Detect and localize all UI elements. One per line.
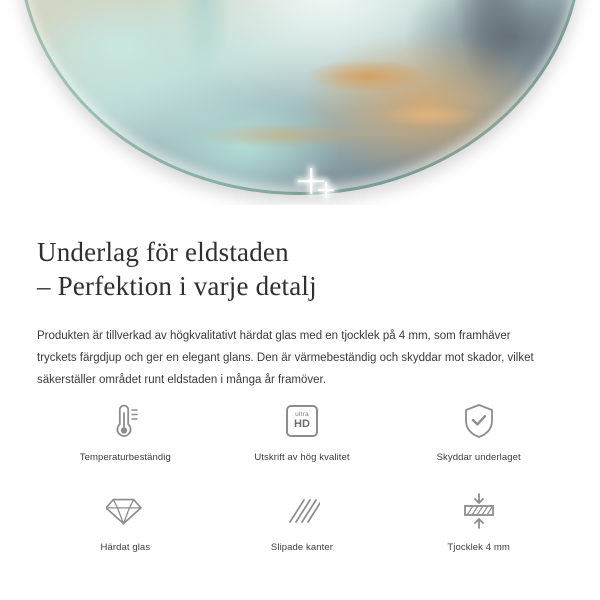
shield-check-icon: [462, 398, 496, 444]
feature-label: Härdat glas: [100, 542, 151, 553]
feature-label: Utskrift av hög kvalitet: [254, 452, 350, 463]
page-title: [37, 235, 600, 303]
hero-image: [0, 0, 600, 205]
feature-item-polished-edges: [214, 488, 391, 578]
thermometer-icon: [107, 398, 143, 444]
description-paragraph: Produkten är tillverkad av högkvalitativt härdat glas med en tjocklek på 4 mm, som framhäver tryckets färgdjup och ger en elegant glans. Den är värmebeständig och skyddar mot skador, vilket säkerställer området runt eldstaden i många år framöver.: [37, 330, 534, 386]
ultra-hd-badge-bottom: HD: [294, 418, 310, 431]
feature-item-protection: [390, 398, 567, 488]
headline-line-1: Underlag för eldstaden: [37, 237, 289, 267]
marble-disc-graphic: [18, 0, 582, 195]
feature-item-print-quality: [214, 398, 391, 488]
feature-item-temperature: [37, 398, 214, 488]
feature-grid: [37, 398, 567, 578]
diamond-icon: [106, 488, 144, 534]
feature-item-tempered-glass: [37, 488, 214, 578]
feature-label: Tjocklek 4 mm: [447, 542, 510, 553]
feature-label: Slipade kanter: [270, 542, 334, 553]
content-block: [0, 205, 600, 391]
polished-edges-icon: [284, 488, 320, 534]
ultra-hd-badge-top: ultra: [295, 410, 309, 418]
thickness-icon: [460, 488, 498, 534]
feature-label: Temperaturbeständig: [79, 452, 171, 463]
headline-line-2: – Perfektion i varje detalj: [37, 271, 317, 301]
feature-item-thickness: [390, 488, 567, 578]
feature-label: Skyddar underlaget: [436, 452, 521, 463]
ultra-hd-icon: [286, 398, 318, 444]
marble-veins: [18, 0, 582, 195]
